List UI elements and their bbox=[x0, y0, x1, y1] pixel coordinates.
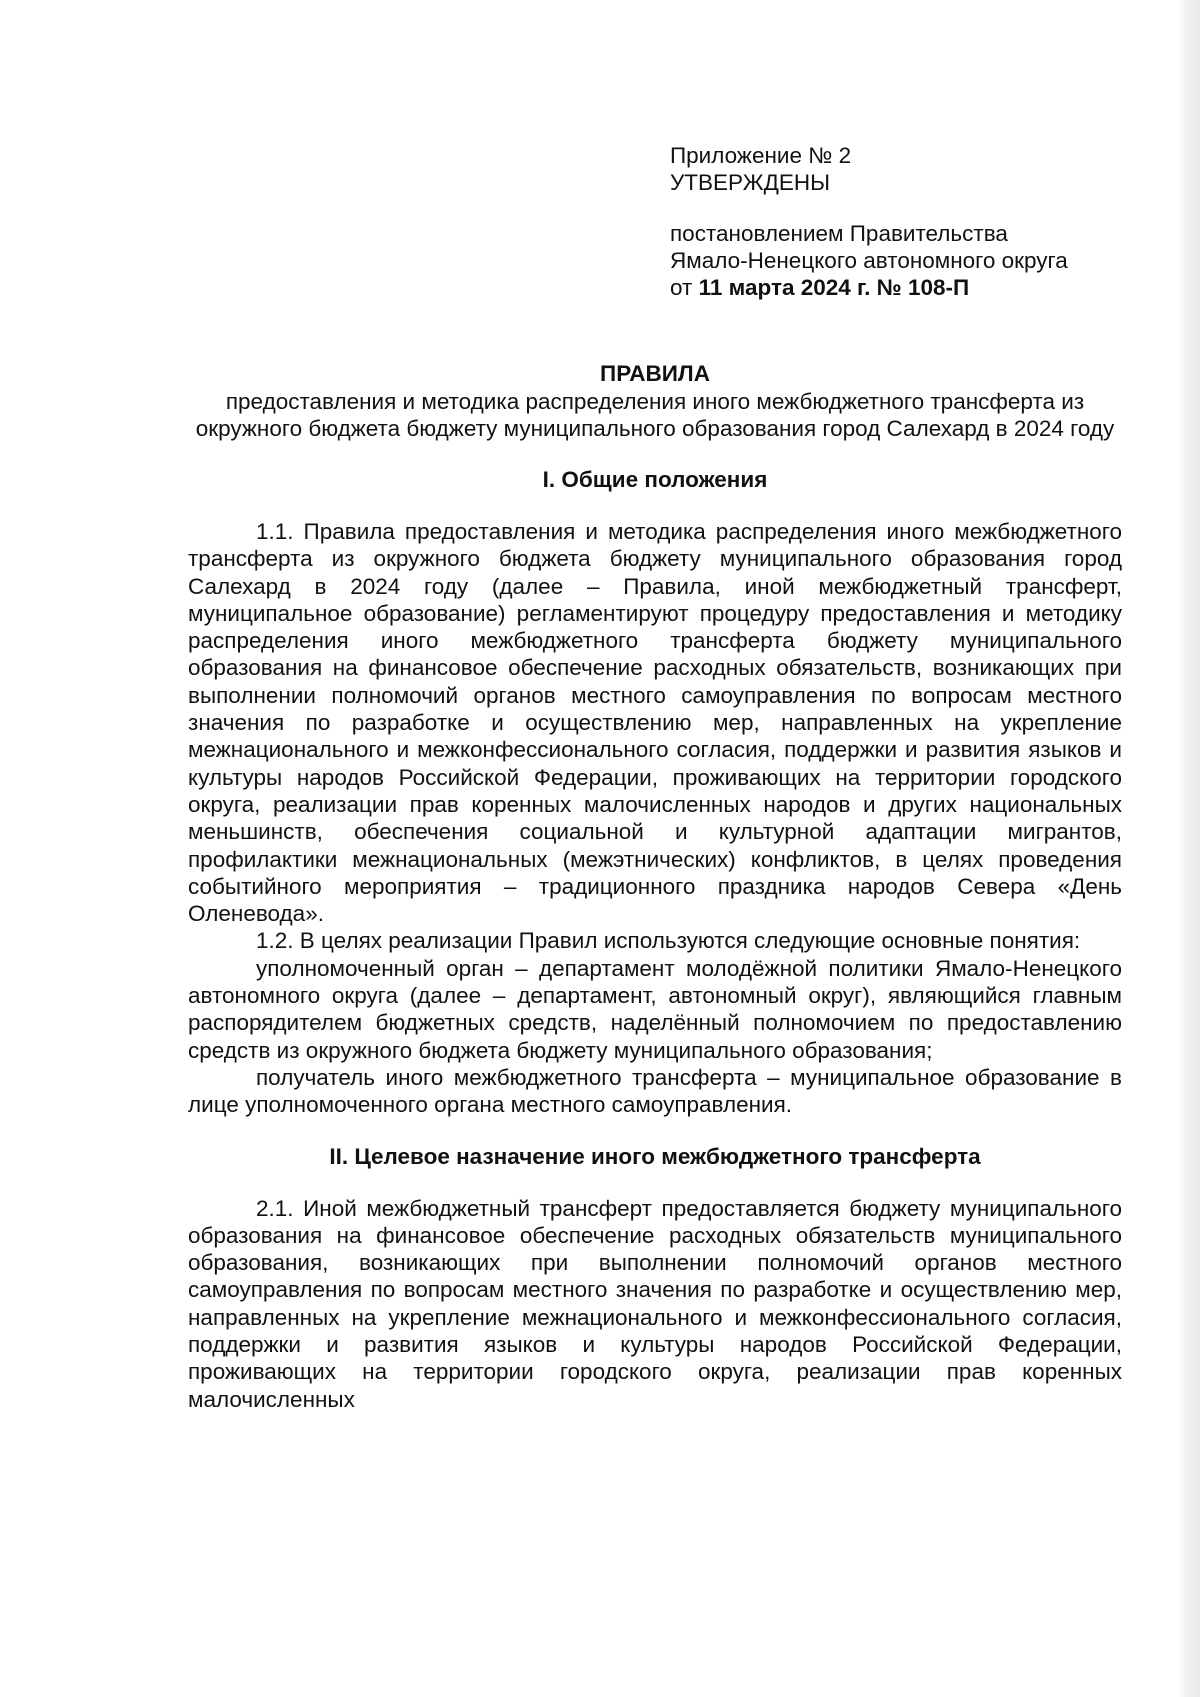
definition-authorized-body: уполномоченный орган – департамент молодёжной политики Ямало-Ненецкого автономного округа (далее – департамент, автономный округ), являющийся главным распорядителем бюджетных средств, наделённый полномочием по предоставлению средств из окружного бюджета бюджету муниципального образования; bbox=[188, 955, 1122, 1063]
paragraph-1-2: 1.2. В целях реализации Правил используются следующие основные понятия: bbox=[256, 928, 1081, 954]
spacer bbox=[188, 1119, 1122, 1143]
resolution-label: постановлением Правительства bbox=[670, 221, 1008, 246]
section-1-heading: I. Общие положения bbox=[542, 467, 768, 492]
approval-block bbox=[670, 142, 1150, 301]
document-subtitle: предоставления и методика распределения иного межбюджетного трансферта из окружного бюджета бюджету муниципального образования город Салехард в 2024 году bbox=[195, 389, 1115, 441]
appendix-number: Приложение № 2 bbox=[670, 143, 852, 168]
spacer bbox=[188, 442, 1122, 466]
resolution-date-number: 11 марта 2024 г. № 108-П bbox=[698, 275, 970, 300]
page-edge-shadow bbox=[1178, 0, 1200, 1697]
document-body bbox=[188, 360, 1122, 1413]
approval-gap bbox=[670, 196, 1150, 220]
spacer bbox=[188, 1171, 1122, 1195]
paragraph-1-1: 1.1. Правила предоставления и методика распределения иного межбюджетного трансферта из окружного бюджета бюджету муниципального образования город Салехард в 2024 году (далее – Правила, иной межбюджетный трансферт, муниципальное образование) регламентируют процедуру предоставления и методику распределения иного межбюджетного трансферта бюджету муниципального образования на финансовое обеспечение расходных обязательств, возникающих при выполнении полномочий органов местного самоуправления по вопросам местного значения по разработке и осуществлению мер, направленных на укрепление межнационального и межконфессионального согласия, поддержки и развития языков и культуры народов Российской Федерации, проживающих на территории городского округа, реализации прав коренных малочисленных народов и других национальных меньшинств, обеспечения социальной и культурной адаптации мигрантов, профилактики межнациональных (межэтнических) конфликтов, в целях проведения событийного мероприятия – традиционного праздника народов Севера «День Оленевода». bbox=[188, 519, 1122, 927]
resolution-date-prefix: от bbox=[670, 275, 693, 300]
government-name: Ямало-Ненецкого автономного округа bbox=[670, 248, 1068, 273]
spacer bbox=[188, 494, 1122, 518]
resolution-date-line bbox=[670, 274, 1150, 301]
document-title: ПРАВИЛА bbox=[600, 361, 710, 386]
approved-label: УТВЕРЖДЕНЫ bbox=[670, 170, 830, 195]
section-2-heading: II. Целевое назначение иного межбюджетного трансферта bbox=[329, 1143, 981, 1169]
definition-recipient: получатель иного межбюджетного трансферта – муниципальное образование в лице уполномоченного органа местного самоуправления. bbox=[188, 1064, 1122, 1118]
paragraph-2-1: 2.1. Иной межбюджетный трансферт предоставляется бюджету муниципального образования на финансовое обеспечение расходных обязательств муниципального образования, возникающих при выполнении полномочий органов местного самоуправления по вопросам местного значения по разработке и осуществлению мер, направленных на укрепление межнационального и межконфессионального согласия, поддержки и развития языков и культуры народов Российской Федерации, проживающих на территории городского округа, реализации прав коренных малочисленных bbox=[188, 1195, 1122, 1412]
